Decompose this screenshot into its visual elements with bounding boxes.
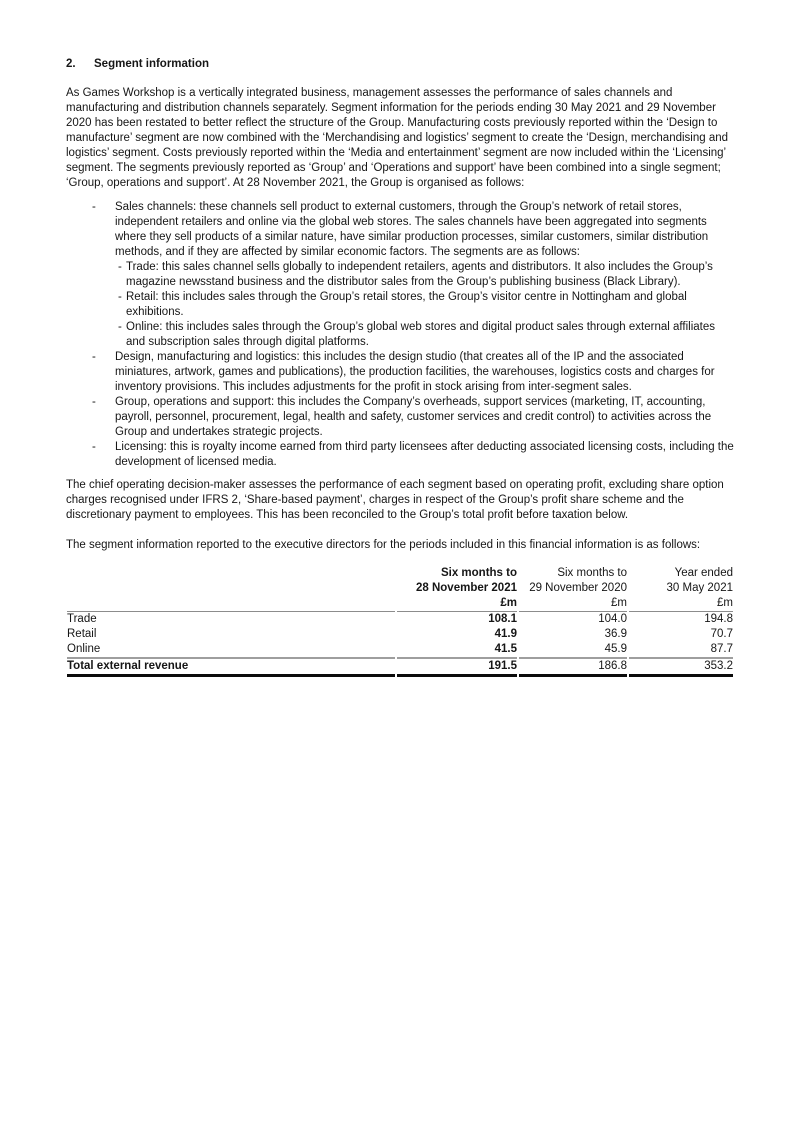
col-header-period-2: Six months to: [557, 567, 627, 579]
col-header-period-3: Year ended: [674, 567, 733, 579]
bullet-marker: -: [118, 291, 122, 303]
value-cell: 194.8: [704, 613, 733, 625]
table-header-row-date: [67, 581, 733, 596]
col-header-unit-3: £m: [629, 596, 733, 612]
value-cell: 108.1: [488, 613, 517, 625]
col-header-period-1: Six months to: [440, 567, 517, 579]
col-header-unit-1: £m: [397, 596, 517, 612]
list-item: [118, 290, 735, 320]
segment-revenue-table: [65, 566, 735, 677]
total-label: Total external revenue: [67, 659, 395, 677]
segment-bullet-list: [66, 200, 735, 470]
list-item: [66, 200, 735, 350]
section-number: 2.: [66, 58, 76, 70]
table-row-retail: [67, 627, 733, 642]
sub-bullet-retail: Retail: this includes sales through the Group’s retail stores, the Group’s visitor centre in Nottingham and global exhibitions.: [126, 291, 687, 318]
value-cell: 87.7: [629, 642, 733, 659]
header-spacer-cell: [67, 566, 395, 581]
table-row-trade: [67, 612, 733, 627]
row-label: Trade: [67, 613, 97, 625]
list-item: [118, 320, 735, 350]
total-value-cell: 186.8: [519, 659, 627, 677]
list-item: [66, 395, 735, 440]
table-header-row-period: [67, 566, 733, 581]
bullet-licensing: Licensing: this is royalty income earned from third party licensees after deducting associated licensing costs, including the development of licensed media.: [115, 441, 734, 468]
col-header-date-2: 29 November 2020: [529, 582, 627, 594]
value-cell: 45.9: [519, 642, 627, 659]
row-label: Retail: [67, 628, 97, 640]
table-lead-paragraph: The segment information reported to the executive directors for the periods included in this financial information is as follows:: [66, 539, 701, 551]
bullet-marker: -: [92, 351, 96, 363]
table-header-row-unit: [67, 596, 733, 612]
header-spacer-cell: [67, 581, 395, 596]
bullet-group-operations: Group, operations and support: this includes the Company’s overheads, support services (marketing, IT, accounting, payroll, personnel, procurement, legal, health and safety, customer services and credit control) to activities across the Group and undertakes strategic projects.: [115, 396, 712, 438]
header-spacer-cell: [67, 596, 395, 612]
value-cell: 36.9: [604, 628, 627, 640]
bullet-sales-channels: Sales channels: these channels sell product to external customers, through the Group’s network of retail stores, independent retailers and online via the global web stores. The sales channels have been aggregated into segments where they sell products of a similar nature, have similar production processes, similar customers, similar distribution methods, and if they are affected by similar economic factors. The segments are as follows:: [115, 201, 709, 258]
bullet-marker: -: [118, 321, 122, 333]
bullet-design-manufacturing: Design, manufacturing and logistics: this includes the design studio (that creates all of the IP and the associated miniatures, artwork, games and publications), the production facilities, the warehouses, logistics costs and charges for inventory provisions. This includes adjustments for the profit in stock arising from inter-segment sales.: [115, 351, 715, 393]
sub-bullet-trade: Trade: this sales channel sells globally to independent retailers, agents and distributors. It also includes the Group’s magazine newsstand business and the distributor sales from the Group’s publishing business (Black Library).: [126, 261, 713, 288]
table-row-online: [67, 642, 733, 659]
list-item: [118, 260, 735, 290]
value-cell: 104.0: [598, 613, 627, 625]
codm-paragraph: The chief operating decision-maker assesses the performance of each segment based on operating profit, excluding share option charges recognised under IFRS 2, ‘Share-based payment’, charges in respect of the Group’s profit share scheme and the discretionary payment to employees. This has been reconciled to the Group’s total profit before taxation below.: [66, 479, 724, 521]
sub-bullet-online: Online: this includes sales through the Group’s global web stores and digital product sales through external affiliates and subscription sales through digital platforms.: [126, 321, 715, 348]
value-cell: 41.9: [494, 628, 517, 640]
section-heading: [66, 57, 735, 72]
bullet-marker: -: [92, 441, 96, 453]
bullet-marker: -: [92, 201, 96, 213]
value-cell: 41.5: [397, 642, 517, 659]
list-item: [66, 440, 735, 470]
bullet-marker: -: [92, 396, 96, 408]
col-header-date-3: 30 May 2021: [666, 582, 733, 594]
list-item: [66, 350, 735, 395]
row-label: Online: [67, 642, 395, 659]
intro-paragraph: As Games Workshop is a vertically integrated business, management assesses the performance of sales channels and manufacturing and distribution channels separately. Segment information for the periods ending 30 May 2021 and 29 November 2020 has been restated to better reflect the structure of the Group. Manufacturing costs previously reported within the ‘Design to manufacture’ segment are now combined with the ‘Merchandising and logistics’ segment to create the ‘Design, merchandising and logistics’ segment. Costs previously reported within the ‘Media and entertainment’ segment are now included within the ‘Licensing’ segment. The segments previously reported as ‘Group’ and ‘Operations and support’ have been combined into a single segment; ‘Group, operations and support’. At 28 November 2021, the Group is organised as follows:: [66, 87, 729, 189]
total-value-cell: 191.5: [397, 659, 517, 677]
total-value-cell: 353.2: [629, 659, 733, 677]
bullet-marker: -: [118, 261, 122, 273]
col-header-date-1: 28 November 2021: [415, 582, 517, 594]
value-cell: 70.7: [710, 628, 733, 640]
section-title: Segment information: [94, 58, 210, 70]
col-header-unit-2: £m: [519, 596, 627, 612]
table-row-total: [67, 659, 733, 677]
